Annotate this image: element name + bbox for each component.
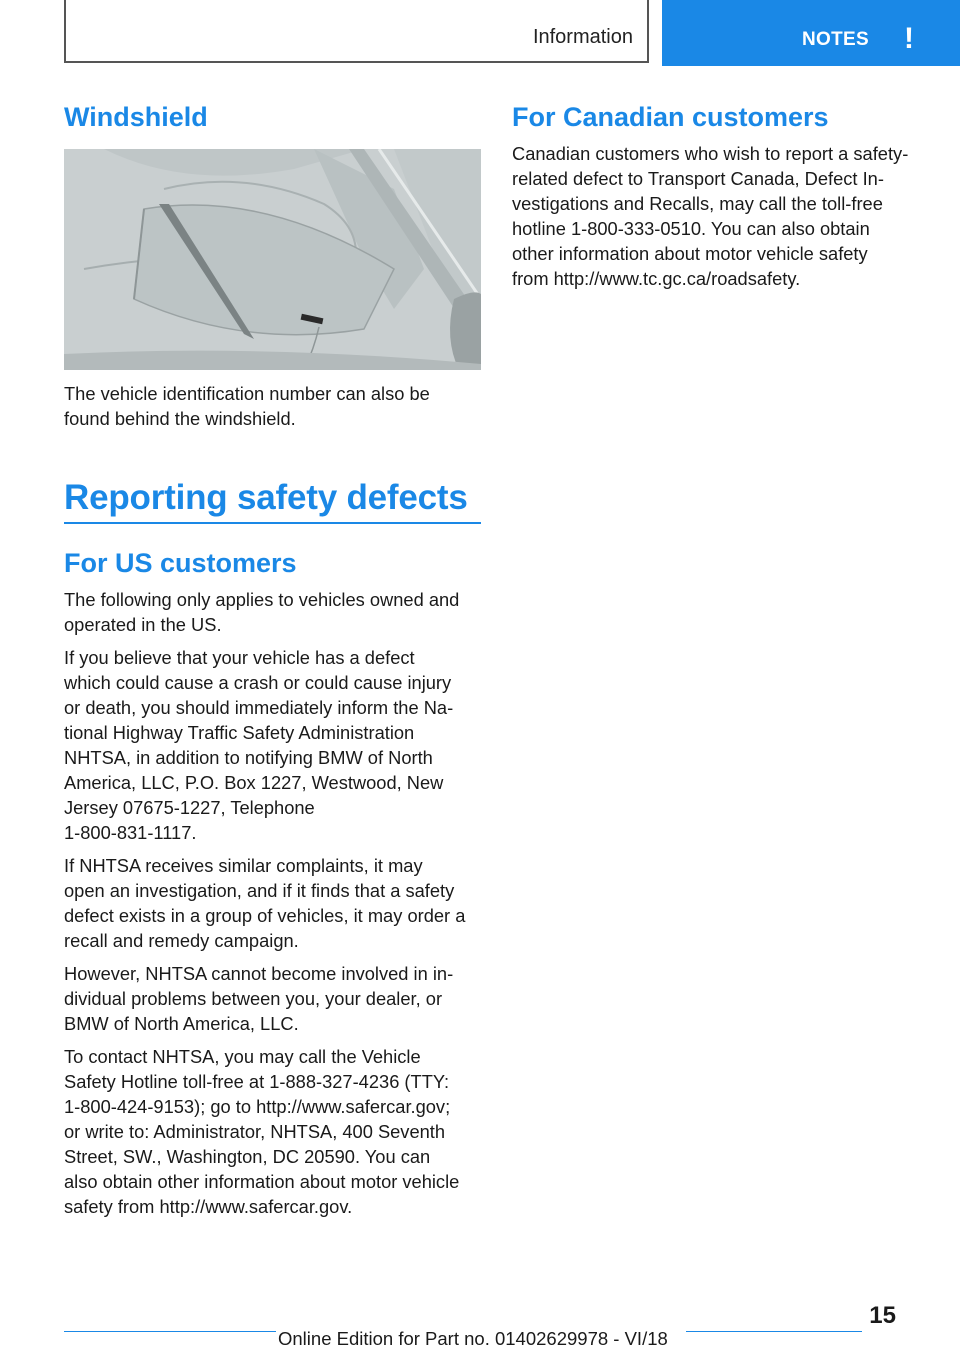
header-section-title: Information <box>532 26 633 48</box>
exclamation-icon: ! <box>904 22 914 55</box>
header-section-box <box>64 0 649 63</box>
footer-edition: Online Edition for Part no. 01402629978 - VI/18 <box>278 1328 668 1349</box>
header-chapter-tab <box>662 0 960 66</box>
us-paragraph: If you believe that your vehicle has a defect which could cause a crash or could cause injury or death, you should immediately inform the Na- tional Highway Traffic Safety Administration NHTSA, in addition to notifying BMW of North America, LLC, P.O. Box 1227, Westwood, New Jersey 07675-1227, Telephone 1-800-831-1117. <box>64 647 454 843</box>
footer-rule-left <box>64 1331 276 1332</box>
windshield-caption: The vehicle identification number can also be found behind the windshield. <box>64 383 430 429</box>
canada-paragraph: Canadian customers who wish to report a safety- related defect to Transport Canada, Defect In- vestigations and Recalls, may call the toll-free hotline 1-800-333-0510. You can also obtain other information about motor vehicle safety from http://www.tc.gc.ca/roadsafety. <box>512 143 909 289</box>
us-paragraph: However, NHTSA cannot become involved in in- dividual problems between you, your dealer, or BMW of North America, LLC. <box>64 963 454 1034</box>
windshield-caption-block <box>64 381 482 439</box>
us-paragraph: If NHTSA receives similar complaints, it may open an investigation, and if it finds that a safety defect exists in a group of vehicles, it may order a recall and remedy campaign. <box>64 855 466 951</box>
page-number: 15 <box>869 1302 896 1329</box>
header-chapter-label: NOTES <box>802 29 869 50</box>
footer-rule-right <box>686 1331 862 1332</box>
reporting-heading: Reporting safety defects <box>64 478 468 517</box>
canadian-customers-body <box>512 141 932 299</box>
windshield-heading: Windshield <box>64 102 208 132</box>
canadian-customers-heading: For Canadian customers <box>512 102 829 132</box>
us-paragraph: The following only applies to vehicles owned and operated in the US. <box>64 589 460 635</box>
us-paragraph: To contact NHTSA, you may call the Vehicle Safety Hotline toll-free at 1-888-327-4236 (TTY: 1-800-424-9153); go to http://www.safercar.gov; or write to: Administrator, NHTSA, 400 Seventh Street, SW., Washington, DC 20590. You can also obtain other information about motor vehicle safety from http://www.safercar.gov. <box>64 1046 460 1217</box>
us-customers-heading: For US customers <box>64 548 297 578</box>
heading-rule <box>64 522 481 524</box>
us-customers-body <box>64 587 482 1227</box>
windshield-vin-photo <box>64 149 481 370</box>
